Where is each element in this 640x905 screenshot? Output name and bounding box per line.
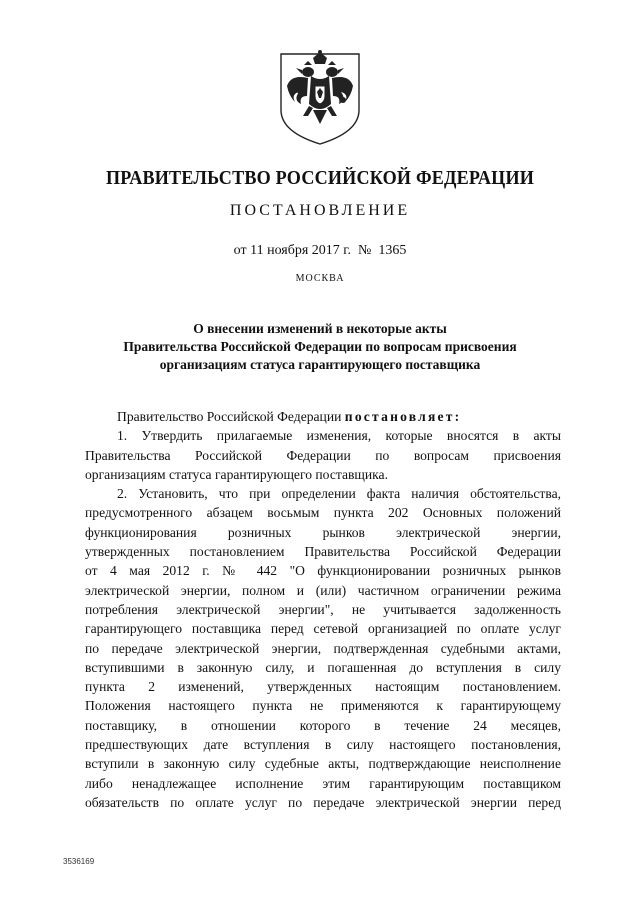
body-line: 2. Установить, что при определении факта наличия обстоятельства, [117, 486, 561, 502]
body-line: функционирования розничных рынков электрической энергии, [85, 524, 561, 540]
body-line: вступившими в законную силу, и погашенная до вступления в силу [85, 659, 561, 675]
body-line: по передаче электрической энергии, подтвержденная судебными актами, [85, 640, 561, 656]
body-line: 1. Утвердить прилагаемые изменения, которые вносятся в акты [117, 428, 561, 444]
body-text: Правительство Российской Федерации [117, 409, 345, 424]
body-line [85, 407, 561, 426]
body-line: предусмотренного абзацем восьмым пункта 202 Основных положений [85, 505, 561, 521]
subject-line: Правительства Российской Федерации по вопросам присвоения [123, 339, 517, 354]
body-line: утвержденных постановлением Правительства Российской Федерации [85, 544, 561, 560]
city-label: МОСКВА [295, 273, 345, 284]
coat-of-arms-emblem [275, 48, 365, 148]
body-line: предшествующих дате вступления в силу настоящего постановления, [85, 737, 561, 753]
document-type: ПОСТАНОВЛЕНИЕ [229, 202, 411, 219]
body-line: гарантирующего поставщика перед сетевой организацией по оплате услуг [85, 621, 561, 637]
body-line: вступили в законную силу судебные акты, подтверждающие неисполнение [85, 756, 561, 772]
subject-line: О внесении изменений в некоторые акты [193, 321, 447, 336]
government-title: ПРАВИТЕЛЬСТВО РОССИЙСКОЙ ФЕДЕРАЦИИ [105, 168, 535, 189]
body-line: организациям статуса гарантирующего поставщика. [85, 466, 388, 482]
body-line: Правительства Российской Федерации по вопросам присвоения [85, 447, 561, 463]
body-line: Положения настоящего пункта не применяются к гарантирующему [85, 698, 561, 714]
body-line: электрической энергии, полном и (или) частичном ограничении режима [85, 582, 561, 598]
subject-line: организациям статуса гарантирующего поставщика [159, 357, 481, 372]
decree-body [85, 407, 561, 812]
body-line: поставщику, в отношении которого в течение 24 месяцев, [85, 717, 561, 733]
body-line: либо ненадлежащее исполнение этим гарантирующим поставщиком [85, 775, 561, 791]
document-code: 3536169 [63, 857, 95, 866]
decree-subject [90, 320, 550, 374]
date-and-number: от 11 ноября 2017 г. № 1365 [233, 243, 407, 258]
body-line: пункта 2 изменений, утвержденных настоящим постановлением. [85, 679, 561, 695]
body-line: от 4 мая 2012 г. № 442 "О функционировании розничных рынков [85, 563, 561, 579]
decree-verb: постановляет: [344, 409, 462, 424]
body-line: потребления электрической энергии", не учитывается задолженность [85, 601, 561, 617]
body-line: обязательств по оплате услуг по передаче электрической энергии перед [85, 794, 561, 810]
